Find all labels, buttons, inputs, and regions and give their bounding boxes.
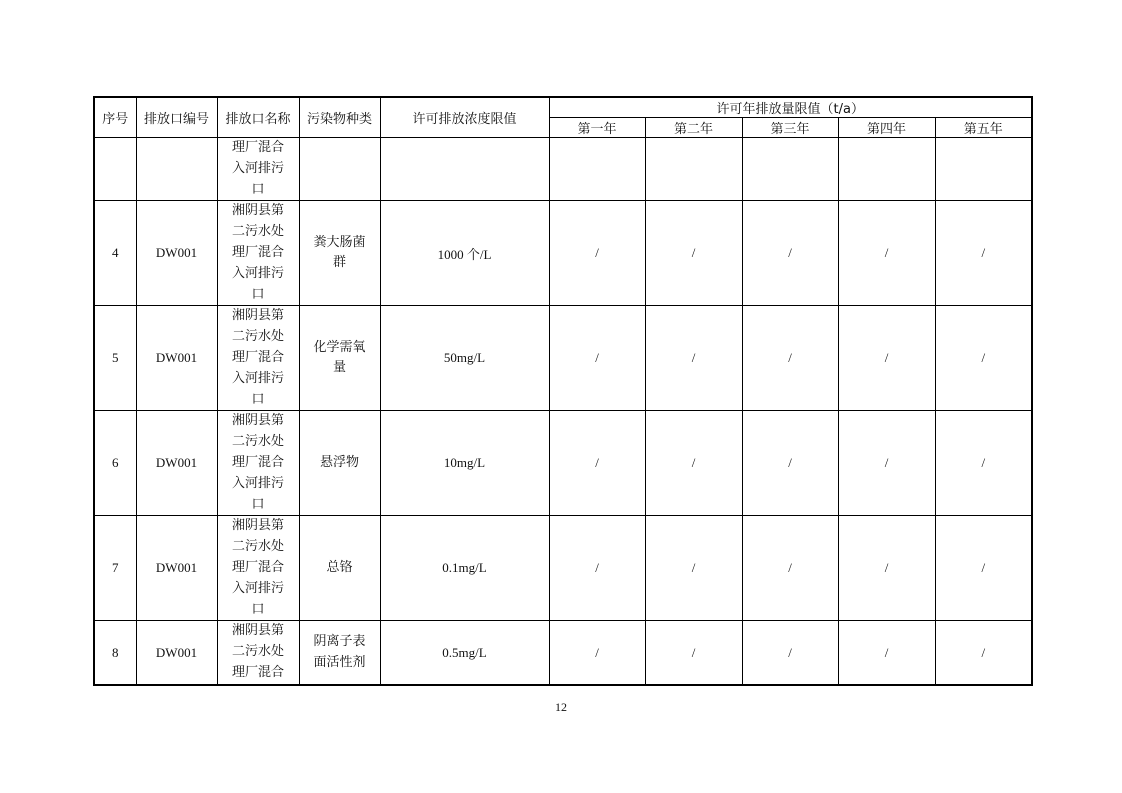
cell-year-4 xyxy=(838,138,935,201)
header-pollutant: 污染物种类 xyxy=(299,97,380,138)
header-conc-limit: 许可排放浓度限值 xyxy=(380,97,549,138)
table-header xyxy=(94,97,1032,138)
permit-table xyxy=(93,96,1033,686)
page-number: 12 xyxy=(555,700,567,714)
cell-line: 理厂混合 xyxy=(231,559,284,575)
cell-outlet-name xyxy=(217,201,299,306)
cell-seq: 6 xyxy=(94,411,136,516)
cell-line: 群 xyxy=(332,255,346,271)
cell-year-1: / xyxy=(549,201,645,306)
table-row xyxy=(94,138,1032,201)
cell-year-1: / xyxy=(549,411,645,516)
cell-line: 二污水处 xyxy=(231,644,284,660)
cell-line: 二污水处 xyxy=(231,224,284,240)
header-annual-limit: 许可年排放量限值（t/a） xyxy=(549,97,1032,118)
cell-pollutant xyxy=(299,621,380,685)
cell-line: 湘阴县第 xyxy=(231,623,284,639)
header-year-4: 第四年 xyxy=(838,118,935,138)
cell-outlet-code: DW001 xyxy=(136,516,217,621)
cell-year-4: / xyxy=(838,621,935,685)
cell-seq: 4 xyxy=(94,201,136,306)
cell-line: 理厂混合 xyxy=(231,140,284,155)
cell-line: 入河排污 xyxy=(231,265,284,281)
cell-year-5: / xyxy=(935,201,1032,306)
cell-seq: 7 xyxy=(94,516,136,621)
cell-year-4: / xyxy=(838,306,935,411)
cell-year-4: / xyxy=(838,516,935,621)
cell-year-5: / xyxy=(935,411,1032,516)
cell-year-5: / xyxy=(935,306,1032,411)
cell-year-3: / xyxy=(742,201,838,306)
table-row xyxy=(94,201,1032,306)
table-row xyxy=(94,516,1032,621)
cell-line: 湘阴县第 xyxy=(231,308,284,324)
cell-seq: 5 xyxy=(94,306,136,411)
cell-year-2: / xyxy=(645,411,742,516)
cell-line: 入河排污 xyxy=(231,580,284,596)
cell-line: 理厂混合 xyxy=(231,349,284,365)
cell-conc-limit: 50mg/L xyxy=(380,306,549,411)
cell-year-4: / xyxy=(838,411,935,516)
header-year-1: 第一年 xyxy=(549,118,645,138)
cell-year-2: / xyxy=(645,306,742,411)
cell-line: 总铬 xyxy=(326,559,353,575)
header-year-2: 第二年 xyxy=(645,118,742,138)
cell-line: 阴离子表 xyxy=(313,633,366,649)
header-outlet-name: 排放口名称 xyxy=(217,97,299,138)
cell-year-5 xyxy=(935,138,1032,201)
cell-line: 理厂混合 xyxy=(231,664,284,680)
cell-year-4: / xyxy=(838,201,935,306)
header-year-3: 第三年 xyxy=(742,118,838,138)
table-row xyxy=(94,411,1032,516)
cell-line: 湘阴县第 xyxy=(231,518,284,534)
cell-line: 化学需氧 xyxy=(313,339,366,355)
cell-line: 入河排污 xyxy=(231,160,284,176)
cell-line: 二污水处 xyxy=(231,539,284,555)
cell-pollutant xyxy=(299,306,380,411)
cell-line: 入河排污 xyxy=(231,475,284,491)
cell-seq: 8 xyxy=(94,621,136,685)
cell-year-1: / xyxy=(549,621,645,685)
header-outlet-code: 排放口编号 xyxy=(136,97,217,138)
cell-line: 粪大肠菌 xyxy=(313,234,366,250)
cell-conc-limit xyxy=(380,138,549,201)
cell-year-3: / xyxy=(742,621,838,685)
header-year-5: 第五年 xyxy=(935,118,1032,138)
table-row xyxy=(94,306,1032,411)
cell-year-2 xyxy=(645,138,742,201)
cell-year-2: / xyxy=(645,201,742,306)
cell-year-3 xyxy=(742,138,838,201)
cell-line: 面活性剂 xyxy=(313,654,366,670)
cell-line: 二污水处 xyxy=(231,329,284,345)
cell-year-2: / xyxy=(645,621,742,685)
cell-year-5: / xyxy=(935,516,1032,621)
cell-year-3: / xyxy=(742,516,838,621)
cell-outlet-code: DW001 xyxy=(136,621,217,685)
cell-line: 口 xyxy=(251,286,265,302)
cell-pollutant xyxy=(299,516,380,621)
cell-line: 理厂混合 xyxy=(231,244,284,260)
cell-conc-limit: 1000 个/L xyxy=(380,201,549,306)
cell-line: 口 xyxy=(251,391,265,407)
cell-outlet-code: DW001 xyxy=(136,201,217,306)
cell-outlet-code xyxy=(136,138,217,201)
table-body xyxy=(94,138,1032,685)
table-row xyxy=(94,621,1032,685)
cell-year-1: / xyxy=(549,516,645,621)
cell-pollutant xyxy=(299,201,380,306)
cell-line: 口 xyxy=(251,496,265,512)
cell-outlet-name xyxy=(217,411,299,516)
cell-outlet-name xyxy=(217,516,299,621)
cell-line: 口 xyxy=(251,601,265,617)
cell-outlet-code: DW001 xyxy=(136,411,217,516)
cell-line: 二污水处 xyxy=(231,434,284,450)
cell-conc-limit: 0.1mg/L xyxy=(380,516,549,621)
cell-line: 口 xyxy=(251,181,265,197)
cell-pollutant xyxy=(299,138,380,201)
cell-outlet-code: DW001 xyxy=(136,306,217,411)
cell-line: 量 xyxy=(332,360,346,376)
cell-year-1: / xyxy=(549,306,645,411)
cell-outlet-name xyxy=(217,306,299,411)
cell-line: 悬浮物 xyxy=(319,454,359,470)
cell-year-3: / xyxy=(742,306,838,411)
cell-year-5: / xyxy=(935,621,1032,685)
cell-conc-limit: 10mg/L xyxy=(380,411,549,516)
header-seq: 序号 xyxy=(94,97,136,138)
cell-pollutant xyxy=(299,411,380,516)
cell-outlet-name xyxy=(217,621,299,685)
cell-line: 湘阴县第 xyxy=(231,413,284,429)
cell-line: 入河排污 xyxy=(231,370,284,386)
cell-seq xyxy=(94,138,136,201)
cell-outlet-name xyxy=(217,138,299,201)
cell-year-2: / xyxy=(645,516,742,621)
cell-year-3: / xyxy=(742,411,838,516)
cell-line: 湘阴县第 xyxy=(231,203,284,219)
cell-year-1 xyxy=(549,138,645,201)
cell-conc-limit: 0.5mg/L xyxy=(380,621,549,685)
cell-line: 理厂混合 xyxy=(231,454,284,470)
